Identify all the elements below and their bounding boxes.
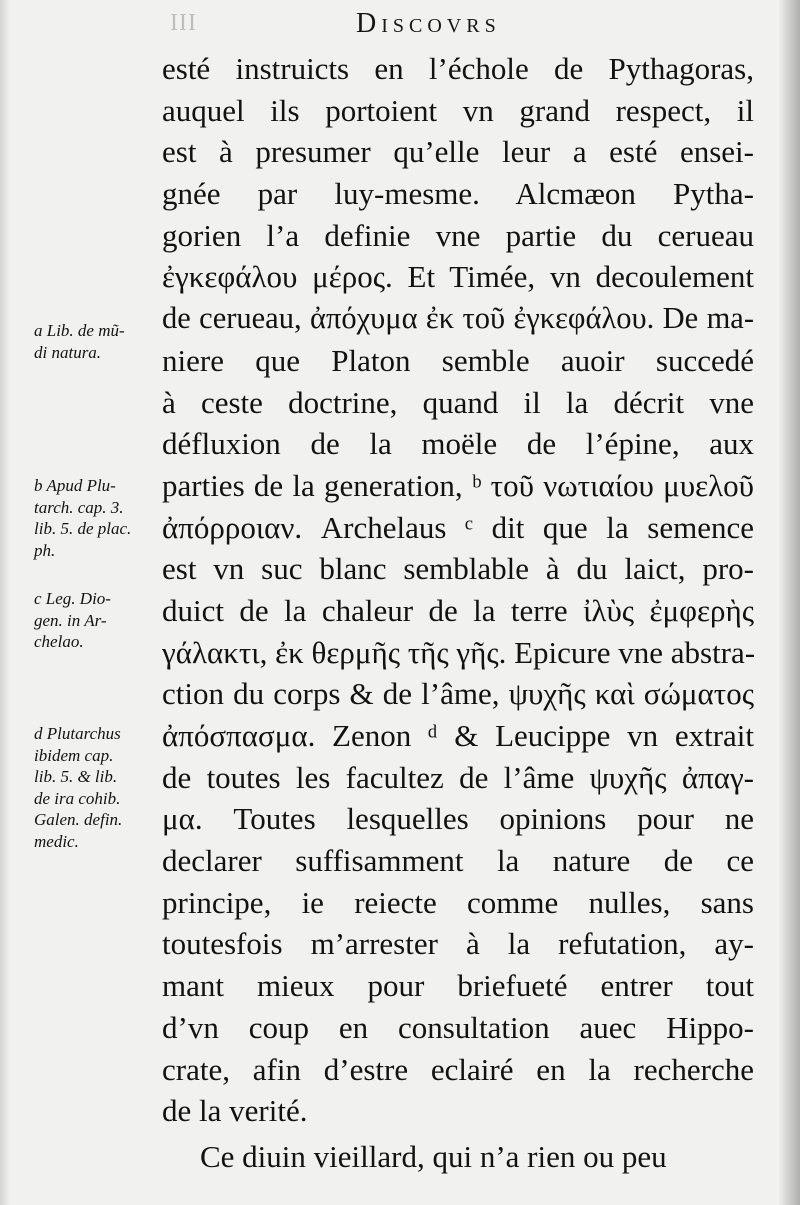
text-line-paragraph-start: Ce diuin vieillard, qui n’a rien ou peu: [200, 1138, 667, 1174]
text-line: d’vn coup en consultation auec Hippo-: [162, 1009, 754, 1045]
margin-note-line: ph.: [34, 540, 56, 560]
text-line: principe, ie reiecte comme nulles, sans: [162, 884, 754, 920]
page-left-edge: [0, 0, 10, 1205]
folio-number: III: [170, 10, 197, 36]
margin-note-line: medic.: [34, 831, 79, 851]
text-line: gnée par luy-mesme. Alcmæon Pytha-: [162, 176, 754, 212]
margin-note-line: tarch. cap. 3.: [34, 497, 124, 517]
text-line: parties de la generation, ᵇ τοῦ νωτιαίου μυελοῦ: [162, 467, 754, 503]
margin-note-b: [34, 475, 162, 561]
text-line: declarer suffisamment la nature de ce: [162, 843, 754, 879]
text-line: γάλακτι, ἐκ θερμῆς τῆς γῆς. Epicure vne abstra-: [162, 634, 756, 670]
margin-note-line: b Apud Plu-: [34, 476, 116, 495]
margin-note-a: [34, 320, 162, 363]
text-line: auquel ils portoient vn grand respect, il: [162, 92, 754, 128]
text-line: est à presumer qu’elle leur a esté ensei-: [162, 134, 754, 170]
text-line: ἐγκεφάλου μέρος. Et Timée, vn decoulement: [162, 259, 754, 295]
margin-note-line: di natura.: [34, 342, 102, 362]
text-line: toutesfois m’arrester à la refutation, ay-: [162, 926, 754, 962]
text-line: niere que Platon semble auoir succedé: [162, 342, 754, 378]
text-line: mant mieux pour briefueté entrer tout: [162, 968, 754, 1004]
text-line: μα. Toutes lesquelles opinions pour ne: [162, 801, 754, 837]
margin-note-d: [34, 723, 162, 852]
text-line: duict de la chaleur de la terre ἰλὺς ἐμφερὴς: [162, 592, 754, 628]
text-line: défluxion de la moële de l’épine, aux: [162, 426, 754, 462]
margin-note-line: ibidem cap.: [34, 745, 114, 765]
text-line: ἀπόρροιαν. Archelaus ᶜ dit que la semence: [162, 509, 754, 545]
text-line: crate, afin d’estre eclairé en la recherche: [162, 1051, 754, 1087]
margin-note-line: lib. 5. & lib.: [34, 767, 118, 786]
margin-note-line: c Leg. Dio-: [34, 589, 111, 608]
text-line: ἀπόσπασμα. Zenon ᵈ & Leucippe vn extrait: [162, 718, 754, 753]
margin-note-line: chelao.: [34, 632, 84, 651]
text-line: esté instruicts en l’échole de Pythagoras,: [162, 51, 754, 86]
margin-note-line: gen. in Ar-: [34, 610, 107, 630]
text-line-paragraph-end: de la verité.: [162, 1093, 308, 1129]
text-line: de cerueau, ἀπόχυμα ἐκ τοῦ ἐγκεφάλου. De ma-: [162, 301, 754, 336]
margin-note-line: d Plutarchus: [34, 724, 121, 743]
body-text: [162, 48, 754, 1178]
gutter-shadow: [778, 0, 800, 1205]
text-line: gorien l’a definie vne partie du cerueau: [162, 217, 754, 253]
margin-note-line: de ira cohib.: [34, 788, 121, 808]
margin-note-line: a Lib. de mũ-: [34, 321, 125, 340]
text-line: de toutes les facultez de l’âme ψυχῆς ἀπαγ-: [162, 759, 754, 795]
text-line: est vn suc blanc semblable à du laict, pro-: [162, 551, 754, 587]
text-line: ction du corps & de l’âme, ψυχῆς καὶ σώματος: [162, 676, 754, 712]
text-line: à ceste doctrine, quand il la décrit vne: [162, 384, 754, 420]
running-head: Discovrs: [356, 8, 501, 39]
margin-note-c: [34, 588, 162, 653]
margin-note-line: lib. 5. de plac.: [34, 519, 132, 538]
margin-note-line: Galen. defin.: [34, 810, 123, 829]
